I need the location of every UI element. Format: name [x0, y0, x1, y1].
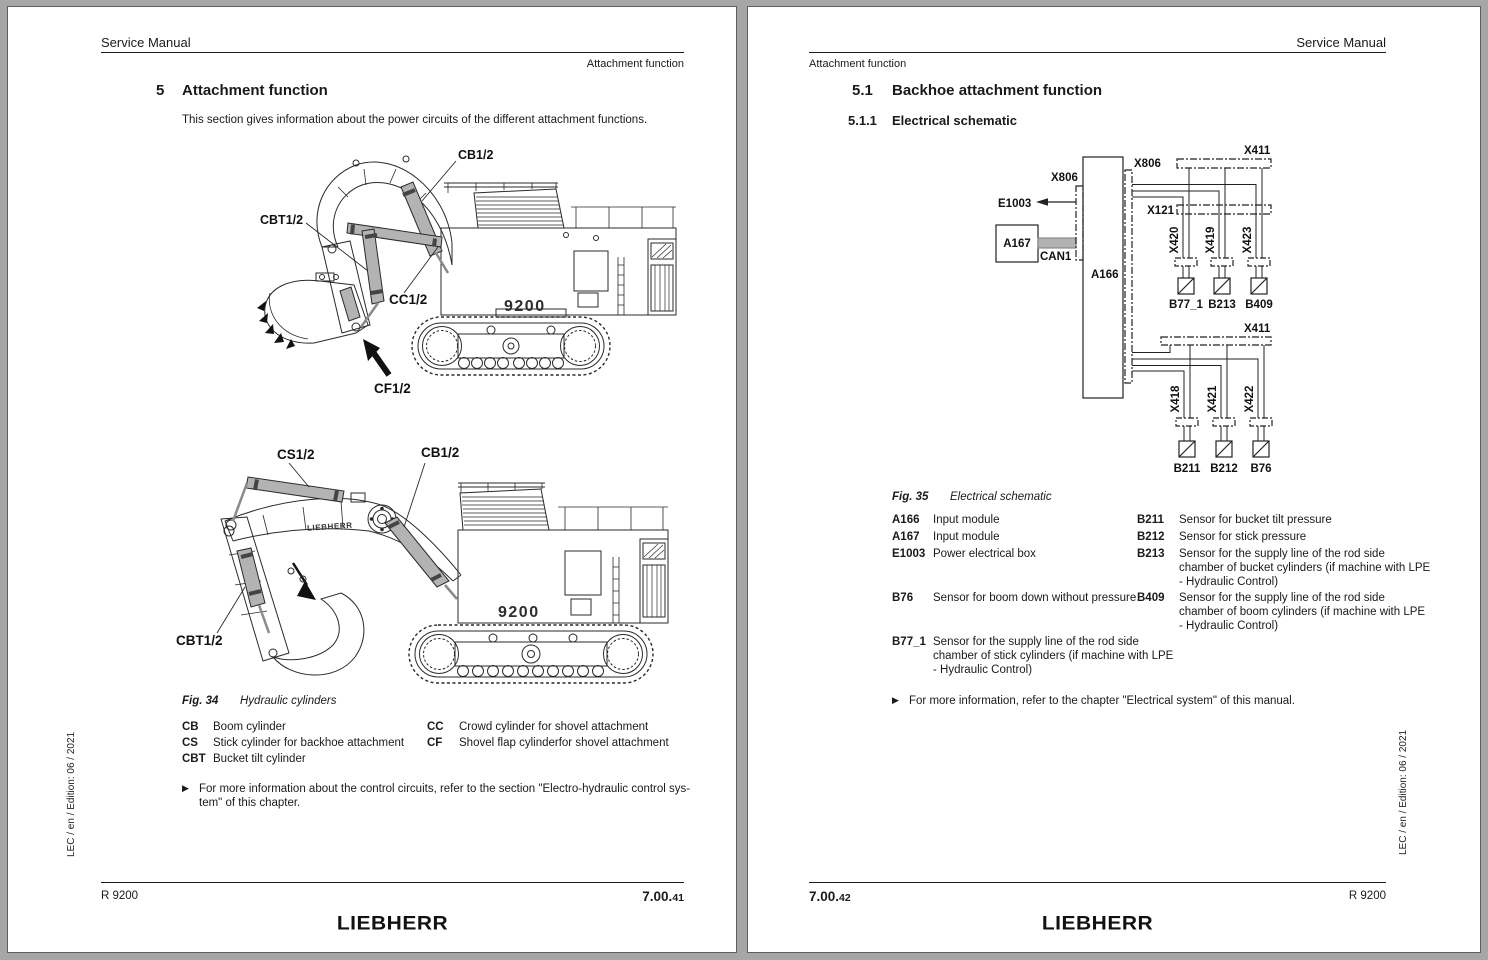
machine-model-text: 9200 [498, 604, 540, 621]
stick-and-bucket [221, 517, 364, 675]
label-cb: CB1/2 [421, 445, 460, 460]
legend-term: B409 [1137, 592, 1165, 604]
x806-left-label: X806 [1051, 172, 1078, 184]
shovel-attachment-figure [256, 143, 696, 405]
boom-brand-text: LIEBHERR [306, 520, 353, 533]
electrical-schematic-figure [988, 141, 1288, 489]
legend-desc: Bucket tilt cylinder [213, 753, 306, 765]
intro-paragraph: This section gives information about the power circuits of the different attachment functions. [182, 114, 648, 126]
b212-label: B212 [1210, 463, 1238, 475]
legend-term: CBT [182, 753, 206, 765]
liebherr-logo: LIEBHERR [336, 912, 449, 935]
liebherr-logo: LIEBHERR [1041, 912, 1154, 935]
subsection-number: 5.1.1 [848, 113, 877, 128]
header-rule [101, 52, 684, 53]
x411-top-label: X411 [1244, 145, 1271, 157]
can1-label: CAN1 [1040, 251, 1072, 263]
page-right [747, 6, 1481, 953]
legend-desc: Sensor for boom down without pressure [933, 592, 1137, 604]
e1003-arrow [1036, 198, 1076, 206]
top-sensor-symbols [1178, 278, 1267, 294]
legend-desc: Sensor for stick pressure [1179, 531, 1307, 543]
section-number: 5 [156, 82, 165, 99]
legend-term: A167 [892, 531, 920, 543]
x422-label: X422 [1244, 385, 1256, 413]
label-cc: CC1/2 [389, 292, 428, 307]
x806-right-connector [1125, 170, 1132, 383]
figure-caption: Hydraulic cylinders [240, 695, 337, 707]
hydraulic-cylinders [233, 477, 457, 633]
a166-label: A166 [1091, 269, 1119, 281]
legend-term: CF [427, 737, 443, 749]
header-section: Attachment function [586, 58, 684, 70]
legend-term: B212 [1137, 531, 1165, 543]
legend-desc: Shovel flap cylinderfor shovel attachment [459, 737, 669, 749]
note-line: For more information, refer to the chapter "Electrical system" of this manual. [909, 695, 1295, 707]
legend-term: CB [182, 721, 199, 733]
label-cb: CB1/2 [458, 148, 494, 162]
edition-margin-text: LEC / en / Edition: 06 / 2021 [1398, 729, 1409, 855]
legend-desc: Crowd cylinder for shovel attachment [459, 721, 649, 733]
label-cbt: CBT1/2 [176, 633, 223, 648]
x418-label: X418 [1170, 385, 1182, 413]
backhoe-attachment-figure [173, 435, 688, 697]
note [182, 782, 694, 810]
label-cf: CF1/2 [374, 381, 411, 396]
b213-label: B213 [1208, 299, 1236, 311]
b77_1-label: B77_1 [1169, 299, 1203, 311]
page-number-major: 7.00. [809, 889, 840, 904]
machine-model-text: 9200 [504, 298, 546, 315]
x121-rail [1177, 205, 1271, 214]
x121-label: X121 [1147, 205, 1174, 217]
note-bullet-icon: ▶ [182, 783, 189, 793]
page-number-minor: 42 [839, 892, 851, 904]
label-cbt: CBT1/2 [260, 213, 304, 227]
header-section: Attachment function [809, 58, 907, 70]
section-number: 5.1 [852, 82, 873, 99]
x411-top-rail [1177, 159, 1271, 168]
note-bullet-icon: ▶ [892, 695, 899, 705]
can1-bus [1038, 238, 1076, 248]
legend-term: A166 [892, 514, 920, 526]
section-title: Backhoe attachment function [892, 82, 1103, 99]
legend-desc: Sensor for the supply line of the rod side chamber of boom cylinders (if machine with LPE - Hydraulic Control) [1179, 592, 1426, 632]
figure-caption: Electrical schematic [950, 491, 1052, 503]
legend-desc: Power electrical box [933, 548, 1036, 560]
subsection-title: Electrical schematic [892, 113, 1018, 128]
note-line: tem" of this chapter. [199, 797, 301, 809]
x420-label: X420 [1169, 226, 1181, 254]
figure-label: Fig. 35 [892, 491, 929, 503]
bucket-teeth [257, 301, 295, 349]
figure-label: Fig. 34 [182, 695, 219, 707]
legend-desc: Boom cylinder [213, 721, 286, 733]
page-left [7, 6, 737, 953]
top-connector-bars [1175, 258, 1270, 266]
page-number-major: 7.00. [642, 889, 673, 904]
legend-term: B76 [892, 592, 914, 604]
footer-rule [809, 882, 1386, 883]
legend-term: E1003 [892, 548, 926, 560]
x411-bottom-rail [1161, 337, 1271, 345]
x411-bottom-label: X411 [1244, 323, 1271, 335]
e1003-label: E1003 [998, 198, 1032, 210]
x423-label: X423 [1242, 226, 1254, 254]
x806-left-connector [1076, 186, 1083, 260]
header-title: Service Manual [1296, 35, 1386, 50]
bottom-sensor-symbols [1179, 441, 1269, 457]
cf-arrow [363, 339, 389, 375]
legend-term: B211 [1137, 514, 1164, 526]
b211-label: B211 [1173, 463, 1201, 475]
undercarriage [409, 625, 653, 683]
legend-desc: Input module [933, 531, 1000, 543]
x419-label: X419 [1205, 226, 1217, 254]
superstructure [441, 183, 676, 315]
x421-label: X421 [1207, 385, 1219, 413]
footer-model: R 9200 [101, 890, 139, 902]
x806-right-label: X806 [1134, 158, 1161, 170]
superstructure [458, 483, 668, 623]
note [892, 694, 1432, 708]
legend-term: B213 [1137, 548, 1165, 560]
legend-desc: Sensor for the supply line of the rod side chamber of bucket cylinders (if machine with LPE - Hydraulic Control) [1179, 548, 1431, 588]
edition-margin-text: LEC / en / Edition: 06 / 2021 [66, 731, 77, 857]
note-line: For more information about the control circuits, refer to the section "Electro-hydraulic control sys- [199, 783, 691, 795]
legend-desc: Input module [933, 514, 1000, 526]
footer-model: R 9200 [1348, 890, 1386, 902]
b76-label: B76 [1250, 463, 1272, 475]
legend-desc: Sensor for the supply line of the rod side chamber of stick cylinders (if machine with LPE - Hydraulic Control) [933, 636, 1174, 676]
header-rule [809, 52, 1386, 53]
b409-label: B409 [1245, 299, 1273, 311]
section-title: Attachment function [182, 82, 328, 99]
legend-term: CS [182, 737, 198, 749]
footer-page-number [101, 888, 684, 906]
page-number-minor: 41 [672, 892, 684, 904]
legend-desc: Sensor for bucket tilt pressure [1179, 514, 1332, 526]
undercarriage [412, 309, 610, 375]
legend-term: B77_1 [892, 636, 926, 648]
header-title: Service Manual [101, 35, 191, 50]
label-cs: CS1/2 [277, 447, 315, 462]
legend-term: CC [427, 721, 444, 733]
footer-rule [101, 882, 684, 883]
bottom-connector-bars [1176, 418, 1272, 426]
legend-desc: Stick cylinder for backhoe attachment [213, 737, 405, 749]
a167-label: A167 [1003, 238, 1031, 250]
